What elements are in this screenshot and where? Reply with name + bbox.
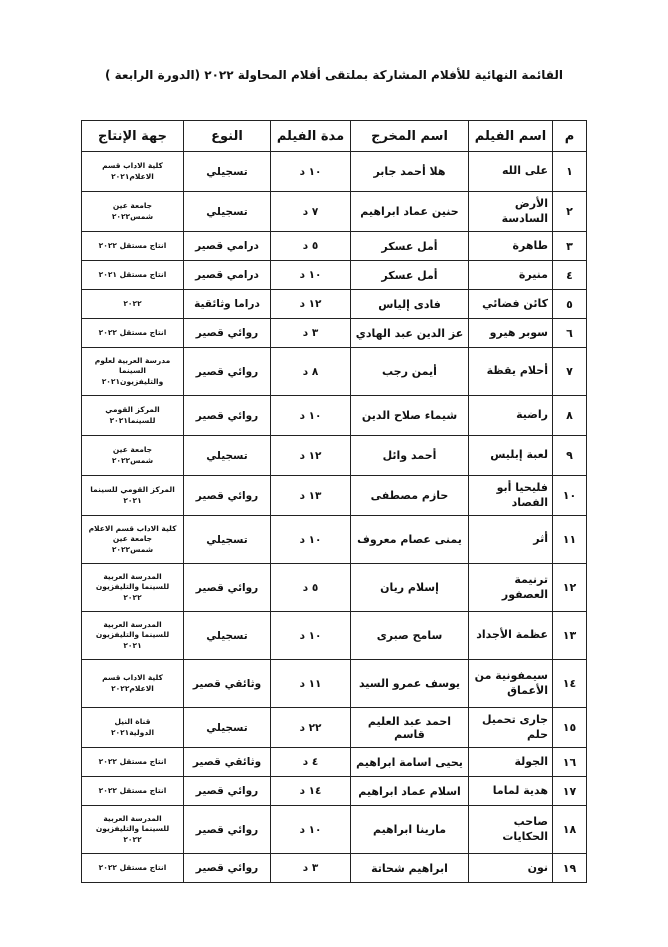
film-duration: ٣ د <box>271 319 351 348</box>
director-name: أيمن رجب <box>351 348 469 396</box>
film-type: تسجيلي <box>184 152 271 192</box>
table-row <box>82 348 587 396</box>
film-duration: ٥ د <box>271 564 351 612</box>
production-line: انتاج مستقل ٢٠٢٢ <box>98 862 167 872</box>
production-line: كلية الاداب قسم الاعلام <box>88 524 177 534</box>
production-line: شمس٢٠٢٢ <box>111 544 154 554</box>
row-number: ١٥ <box>553 708 587 748</box>
film-duration: ١٢ د <box>271 290 351 319</box>
table-row <box>82 476 587 516</box>
film-duration: ١٠ د <box>271 612 351 660</box>
film-duration: ١٠ د <box>271 261 351 290</box>
table-row <box>82 806 587 854</box>
production-entity <box>82 348 184 396</box>
row-number: ١٣ <box>553 612 587 660</box>
row-number: ٥ <box>553 290 587 319</box>
production-line: ٢٠٢٢ <box>123 592 142 602</box>
film-duration: ٣ د <box>271 854 351 883</box>
film-duration: ١٠ د <box>271 516 351 564</box>
row-number: ٦ <box>553 319 587 348</box>
production-entity <box>82 232 184 261</box>
production-line: قناة النيل <box>114 717 151 727</box>
header-film-name: اسم الفيلم <box>469 121 553 152</box>
row-number: ١ <box>553 152 587 192</box>
production-entity <box>82 612 184 660</box>
director-name: احمد عبد العليم قاسم <box>351 708 469 748</box>
film-name: أحلام يقظة <box>469 348 553 396</box>
film-name: فليحيا أبو الفصاد <box>469 476 553 516</box>
films-table <box>81 120 587 883</box>
production-entity <box>82 152 184 192</box>
table-row <box>82 192 587 232</box>
director-name: مارينا ابراهيم <box>351 806 469 854</box>
production-line: المدرسة العربية <box>103 814 162 824</box>
director-name: فادى إلياس <box>351 290 469 319</box>
film-name: طاهرة <box>469 232 553 261</box>
production-entity <box>82 708 184 748</box>
film-type: تسجيلي <box>184 708 271 748</box>
film-type: دراما وثائقية <box>184 290 271 319</box>
table-row <box>82 748 587 777</box>
production-line: كلية الاداب قسم <box>102 161 163 171</box>
production-entity <box>82 806 184 854</box>
production-entity <box>82 319 184 348</box>
row-number: ١٢ <box>553 564 587 612</box>
production-line: كلية الاداب قسم <box>102 673 163 683</box>
production-entity <box>82 436 184 476</box>
production-line: ٢٠٢١ <box>123 640 142 650</box>
director-name: عز الدين عبد الهادي <box>351 319 469 348</box>
film-type: روائي قصير <box>184 348 271 396</box>
film-type: روائي قصير <box>184 476 271 516</box>
table-row <box>82 777 587 806</box>
film-type: روائي قصير <box>184 777 271 806</box>
film-name: الأرض السادسة <box>469 192 553 232</box>
film-type: تسجيلي <box>184 436 271 476</box>
table-row <box>82 516 587 564</box>
row-number: ٢ <box>553 192 587 232</box>
table-row <box>82 660 587 708</box>
row-number: ١٠ <box>553 476 587 516</box>
director-name: ابراهيم شحاتة <box>351 854 469 883</box>
director-name: إسلام ريان <box>351 564 469 612</box>
film-name: جارى تحميل حلم <box>469 708 553 748</box>
film-type: روائي قصير <box>184 806 271 854</box>
production-line: ٢٠٢٢ <box>123 298 142 308</box>
production-line: المدرسة العربية <box>103 572 162 582</box>
film-duration: ١٠ د <box>271 152 351 192</box>
film-name: عظمة الأجداد <box>469 612 553 660</box>
table-body <box>82 152 587 883</box>
table-row <box>82 708 587 748</box>
director-name: أمل عسكر <box>351 261 469 290</box>
production-line: شمس٢٠٢٢ <box>111 211 154 221</box>
film-name: أثر <box>469 516 553 564</box>
production-line: انتاج مستقل ٢٠٢٢ <box>98 327 167 337</box>
film-type: روائي قصير <box>184 396 271 436</box>
film-duration: ٢٢ د <box>271 708 351 748</box>
film-duration: ٨ د <box>271 348 351 396</box>
film-duration: ١١ د <box>271 660 351 708</box>
film-type: درامي قصير <box>184 261 271 290</box>
row-number: ١٨ <box>553 806 587 854</box>
film-type: روائي قصير <box>184 319 271 348</box>
production-entity <box>82 261 184 290</box>
production-line: انتاج مستقل ٢٠٢١ <box>98 269 167 279</box>
table-row <box>82 854 587 883</box>
film-duration: ١٤ د <box>271 777 351 806</box>
production-line: للسينما والتليفزيون <box>95 824 170 834</box>
film-duration: ١٣ د <box>271 476 351 516</box>
film-type: درامي قصير <box>184 232 271 261</box>
director-name: أحمد وائل <box>351 436 469 476</box>
film-name: منيرة <box>469 261 553 290</box>
production-entity <box>82 777 184 806</box>
header-num: م <box>553 121 587 152</box>
film-duration: ١٠ د <box>271 806 351 854</box>
film-name: نون <box>469 854 553 883</box>
film-type: روائي قصير <box>184 854 271 883</box>
table-row <box>82 564 587 612</box>
film-name: لعبة إبليس <box>469 436 553 476</box>
director-name: أمل عسكر <box>351 232 469 261</box>
row-number: ١٦ <box>553 748 587 777</box>
production-line: ٢٠٢٢ <box>123 834 142 844</box>
production-line: للسينما والتليفزيون <box>95 630 170 640</box>
production-line: المركز القومي للسينما <box>90 485 175 495</box>
production-line: ٢٠٢١ <box>123 495 142 505</box>
director-name: هلا أحمد جابر <box>351 152 469 192</box>
header-director: اسم المخرج <box>351 121 469 152</box>
table-row <box>82 396 587 436</box>
film-type: تسجيلي <box>184 192 271 232</box>
production-line: الاعلام٢٠٢٢ <box>111 683 154 693</box>
header-type: النوع <box>184 121 271 152</box>
film-name: ترنيمة العصفور <box>469 564 553 612</box>
film-name: هدية لماما <box>469 777 553 806</box>
film-type: روائي قصير <box>184 564 271 612</box>
table-row <box>82 261 587 290</box>
production-line: انتاج مستقل ٢٠٢٢ <box>98 785 167 795</box>
film-name: كائن فضائي <box>469 290 553 319</box>
production-line: للسينما٢٠٢١ <box>109 415 156 425</box>
production-line: انتاج مستقل ٢٠٢٢ <box>98 240 167 250</box>
production-line: الدولية٢٠٢١ <box>110 727 155 737</box>
director-name: اسلام عماد ابراهيم <box>351 777 469 806</box>
director-name: سامح صبرى <box>351 612 469 660</box>
film-duration: ١٠ د <box>271 396 351 436</box>
director-name: يحيى اسامة ابراهيم <box>351 748 469 777</box>
table-row <box>82 612 587 660</box>
film-name: راضية <box>469 396 553 436</box>
production-line: جامعة عين <box>112 445 153 455</box>
production-entity <box>82 748 184 777</box>
table-row <box>82 290 587 319</box>
row-number: ٩ <box>553 436 587 476</box>
production-line: شمس٢٠٢٢ <box>111 455 154 465</box>
film-duration: ٤ د <box>271 748 351 777</box>
row-number: ١٧ <box>553 777 587 806</box>
film-type: وثائقي قصير <box>184 660 271 708</box>
production-line: السينما <box>119 366 146 376</box>
film-type: تسجيلي <box>184 612 271 660</box>
row-number: ١٩ <box>553 854 587 883</box>
film-duration: ٥ د <box>271 232 351 261</box>
film-type: وثائقي قصير <box>184 748 271 777</box>
production-entity <box>82 854 184 883</box>
director-name: حازم مصطفى <box>351 476 469 516</box>
production-line: للسينما والتليفزيون <box>95 582 170 592</box>
production-line: جامعة عين <box>112 201 153 211</box>
row-number: ١٤ <box>553 660 587 708</box>
film-name: سيمفونية من الأعماق <box>469 660 553 708</box>
production-line: والتليفزيون٢٠٢١ <box>101 376 164 386</box>
production-entity <box>82 564 184 612</box>
film-duration: ٧ د <box>271 192 351 232</box>
director-name: حنين عماد ابراهيم <box>351 192 469 232</box>
production-line: مدرسة العربية لعلوم <box>94 356 171 366</box>
row-number: ٣ <box>553 232 587 261</box>
director-name: شيماء صلاح الدين <box>351 396 469 436</box>
header-production: جهة الإنتاج <box>82 121 184 152</box>
production-entity <box>82 290 184 319</box>
production-entity <box>82 660 184 708</box>
row-number: ١١ <box>553 516 587 564</box>
production-entity <box>82 516 184 564</box>
production-line: الاعلام٢٠٢١ <box>111 171 154 181</box>
row-number: ٧ <box>553 348 587 396</box>
table-header-row <box>82 121 587 152</box>
director-name: يمنى عصام معروف <box>351 516 469 564</box>
production-entity <box>82 476 184 516</box>
row-number: ٨ <box>553 396 587 436</box>
page-title: القائمة النهائية للأفلام المشاركة بملتقى أفلام المحاولة ٢٠٢٢ (الدورة الرابعة ) <box>104 68 563 82</box>
director-name: يوسف عمرو السيد <box>351 660 469 708</box>
production-line: المدرسة العربية <box>103 620 162 630</box>
production-line: انتاج مستقل ٢٠٢٢ <box>98 756 167 766</box>
film-name: سوبر هيرو <box>469 319 553 348</box>
table-row <box>82 319 587 348</box>
table-row <box>82 152 587 192</box>
film-name: صاحب الحكايات <box>469 806 553 854</box>
header-duration: مدة الفيلم <box>271 121 351 152</box>
film-duration: ١٢ د <box>271 436 351 476</box>
table-row <box>82 232 587 261</box>
production-line: جامعة عين <box>112 534 153 544</box>
row-number: ٤ <box>553 261 587 290</box>
table-row <box>82 436 587 476</box>
film-name: الجولة <box>469 748 553 777</box>
production-line: المركز القومي <box>105 405 160 415</box>
production-entity <box>82 396 184 436</box>
film-name: على الله <box>469 152 553 192</box>
production-entity <box>82 192 184 232</box>
film-type: تسجيلي <box>184 516 271 564</box>
